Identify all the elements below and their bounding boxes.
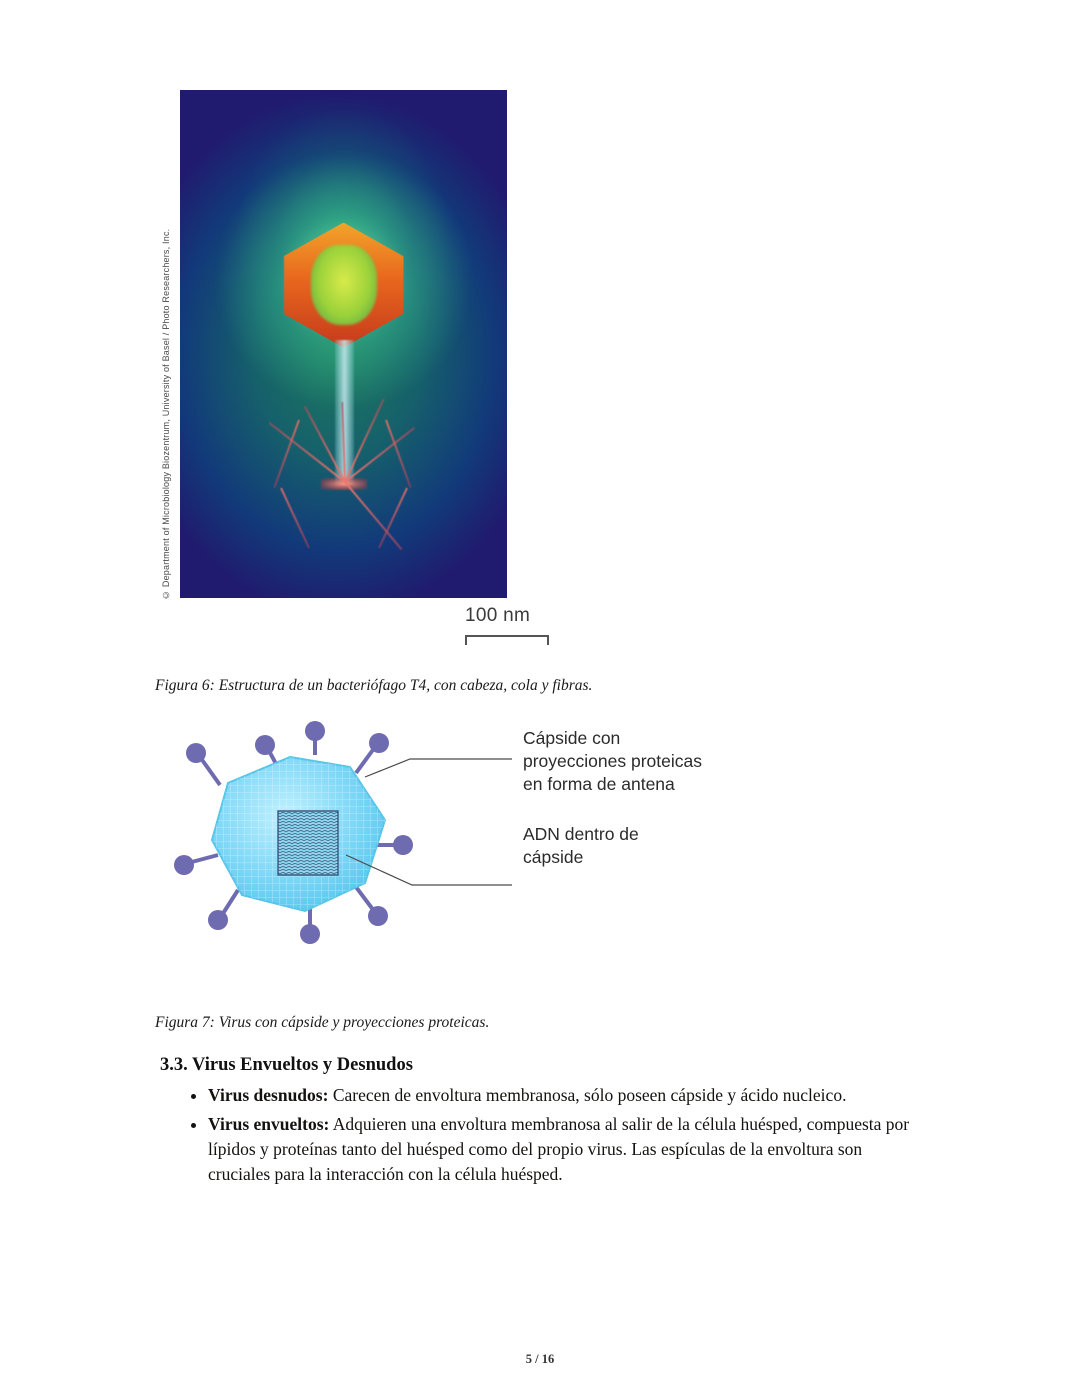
figure-7-caption: Figura 7: Virus con cápside y proyecciones proteicas. <box>155 1014 490 1031</box>
bullet-term: Virus envueltos: <box>208 1114 330 1134</box>
figure-6 <box>155 90 555 635</box>
scale-bar-group <box>465 605 655 645</box>
page-number: 5 / 16 <box>525 1352 555 1366</box>
bullet-term: Virus desnudos: <box>208 1085 329 1105</box>
figure-6-caption: Figura 6: Estructura de un bacteriófago T4, con cabeza, cola y fibras. <box>155 677 593 694</box>
section-heading: 3.3. Virus Envueltos y Desnudos <box>160 1055 413 1075</box>
capsid-diagram <box>160 715 520 965</box>
list-item <box>208 1083 928 1108</box>
figure-7-label-group <box>523 727 703 869</box>
scale-bar <box>465 635 549 645</box>
phage-head-core <box>311 245 377 325</box>
bacteriophage-micrograph <box>180 90 507 598</box>
bullet-text: Carecen de envoltura membranosa, sólo poseen cápside y ácido nucleico. <box>328 1085 847 1105</box>
label-capside: Cápside con proyecciones proteicas en forma de antena <box>523 728 702 794</box>
label-adn: ADN dentro de cápside <box>523 824 639 867</box>
dna-strands <box>278 811 338 875</box>
section-bullet-list <box>180 1083 928 1191</box>
figure-6-credit: © Department of Microbiology Biozentrum, University of Basel / Photo Researchers, Inc. <box>161 228 171 600</box>
phage-fiber <box>280 488 310 549</box>
list-item <box>208 1112 928 1187</box>
scale-label: 100 nm <box>465 605 531 626</box>
phage-fiber <box>385 420 412 488</box>
bullet-text: Adquieren una envoltura membranosa al salir de la célula huésped, compuesta por lípidos y proteínas tanto del huésped como del propio virus. Las espículas de la envoltura son cruciales para la interacción con la célula huésped. <box>208 1114 910 1184</box>
figure-7 <box>160 715 702 975</box>
